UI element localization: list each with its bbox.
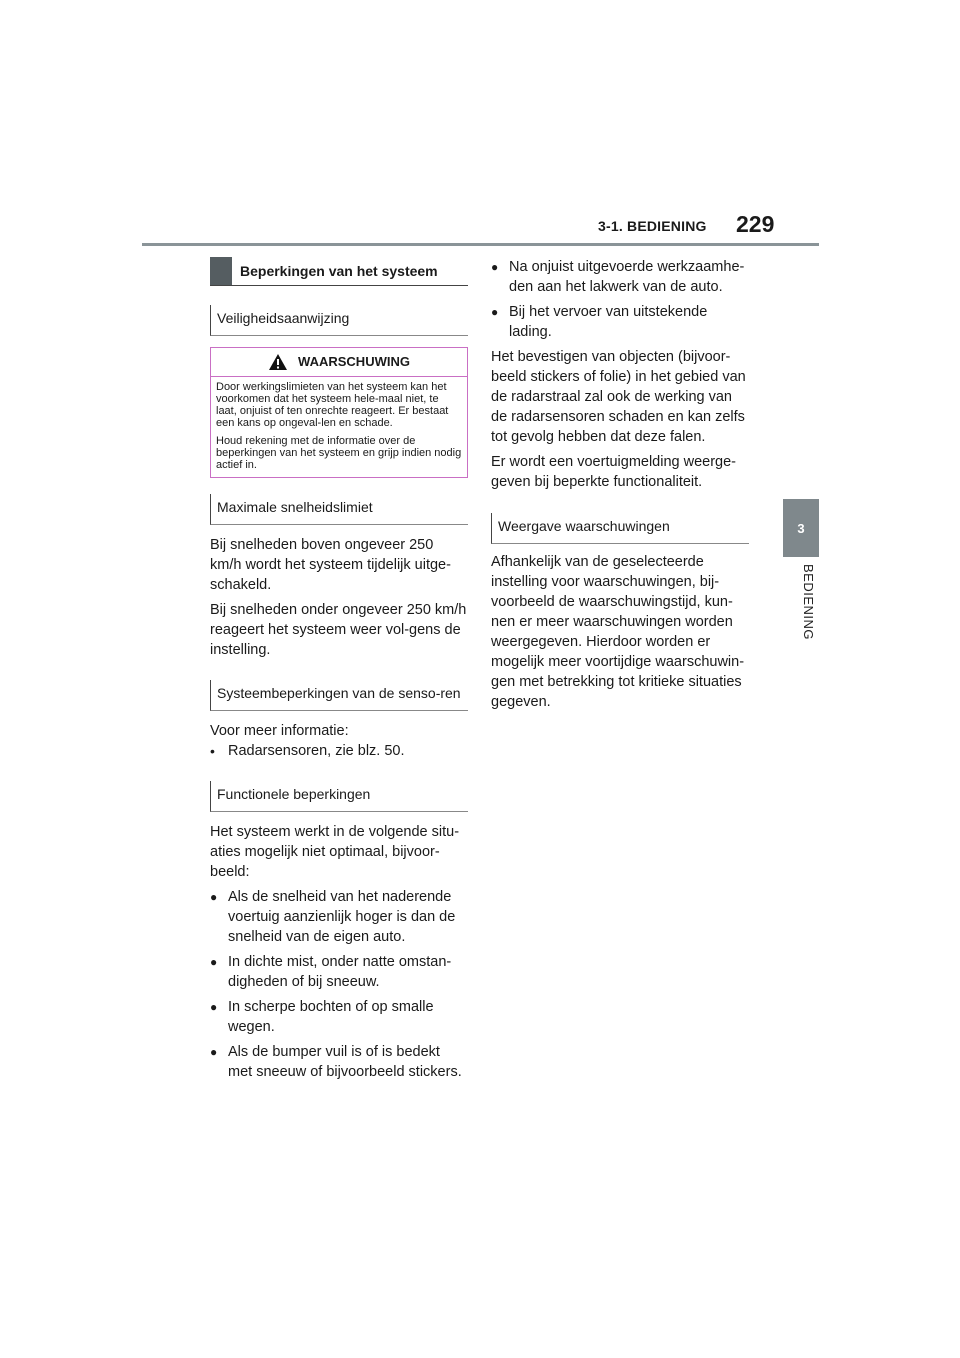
right-column (491, 257, 749, 712)
left-column (210, 257, 468, 1082)
speed-paragraph-1: Bij snelheden boven ongeveer 250 km/h wordt het systeem tijdelijk uitge-schakeld. (210, 537, 451, 593)
warning-title-text: WAARSCHUWING (298, 354, 410, 369)
section-title: 3-1. BEDIENING (598, 218, 707, 234)
list-item: ● Bij het vervoer van uitstekende lading. (491, 302, 749, 342)
header-rule (142, 243, 819, 246)
objects-paragraph: Het bevestigen van objecten (bijvoor-beeld stickers of folie) in het gebied van de radarstraal zal ook de werking van de radarsensoren schaden en kan zelfs tot gevolg hebben dat deze falen. (491, 349, 746, 445)
page-number: 229 (736, 211, 775, 237)
notice-paragraph: Er wordt een voertuigmelding weerge-geven bij beperkte functionaliteit. (491, 454, 737, 490)
main-heading (210, 257, 468, 286)
function-paragraph: Het systeem werkt in de volgende situ-aties mogelijk niet optimaal, bijvoor-beeld: (210, 824, 460, 880)
chapter-tab (783, 499, 819, 557)
safety-heading: Veiligheidsaanwijzing (210, 305, 468, 336)
list-item: ● In dichte mist, onder natte omstan-digheden of bij sneeuw. (210, 952, 468, 992)
list-item: ● Als de snelheid van het naderende voertuig aanzienlijk hoger is dan de snelheid van de eigen auto. (210, 887, 468, 947)
sensor-paragraph: Voor meer informatie: (210, 723, 349, 739)
speed-heading: Maximale snelheidslimiet (210, 494, 468, 525)
warnings-display-paragraph: Afhankelijk van de geselecteerde instelling voor waarschuwingen, bij-voorbeeld de waarschuwingstijd, kun-nen er meer waarschuwingen worden weergegeven. Hierdoor worden er mogelijk meer voortijdige waarschuwin-gen met betrekking tot kritieke situaties gegeven. (491, 554, 745, 710)
function-heading: Functionele beperkingen (210, 781, 468, 812)
list-item: ● In scherpe bochten of op smalle wegen. (210, 997, 468, 1037)
list-item-text: In dichte mist, onder natte omstan-digheden of bij sneeuw. (228, 954, 452, 990)
warning-triangle-icon (268, 353, 288, 371)
list-item-text: Als de bumper vuil is of is bedekt met sneeuw of bijvoorbeeld stickers. (228, 1044, 462, 1080)
main-heading-label: Beperkingen van het systeem (240, 263, 438, 279)
list-item: ● Na onjuist uitgevoerde werkzaamhe-den aan het lakwerk van de auto. (491, 257, 749, 297)
heading-block (210, 257, 232, 285)
sensor-list-item: • Radarsensoren, zie blz. 50. (210, 743, 405, 759)
speed-paragraph-2: Bij snelheden onder ongeveer 250 km/h reageert het systeem weer vol-gens de instelling. (210, 602, 467, 658)
list-item-text: Als de snelheid van het naderende voertuig aanzienlijk hoger is dan de snelheid van de eigen auto. (228, 889, 456, 945)
warning-text-1: Door werkingslimieten van het systeem kan het voorkomen dat het systeem hele-maal niet, te laat, onjuist of ten onrechte reageert. Er bestaat een kans op ongeval-len en schade. (216, 381, 449, 429)
warning-box (210, 347, 468, 478)
chapter-side-label: BEDIENING (801, 564, 816, 641)
sensor-heading: Systeembeperkingen van de senso-ren (210, 680, 468, 711)
list-item-text: Na onjuist uitgevoerde werkzaamhe-den aan het lakwerk van de auto. (509, 259, 745, 295)
warning-title (211, 348, 467, 377)
warning-text-2: Houd rekening met de informatie over de beperkingen van het systeem en grijp indien nodig actief in. (216, 435, 462, 471)
list-item-text: In scherpe bochten of op smalle wegen. (228, 999, 434, 1035)
list-item-text: Bij het vervoer van uitstekende lading. (509, 304, 708, 340)
sensor-list-text: Radarsensoren, zie blz. 50. (228, 743, 405, 759)
list-item: ● Als de bumper vuil is of is bedekt met sneeuw of bijvoorbeeld stickers. (210, 1042, 468, 1082)
warnings-display-heading: Weergave waarschuwingen (491, 513, 749, 544)
chapter-tab-number: 3 (797, 520, 805, 536)
